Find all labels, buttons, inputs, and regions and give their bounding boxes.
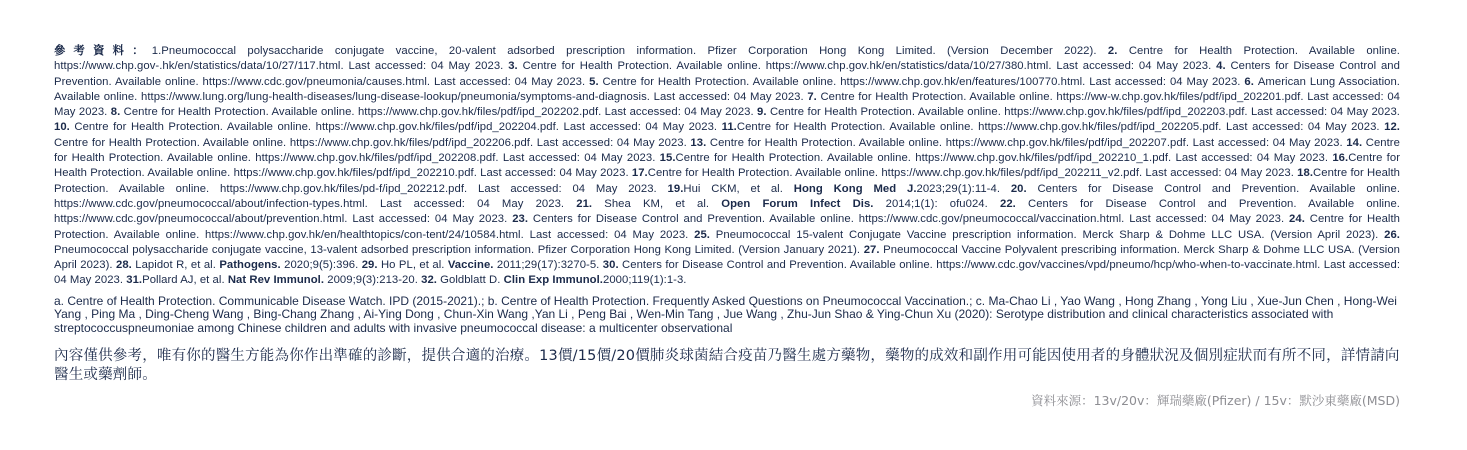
reference-emphasis: 24. — [1289, 213, 1310, 226]
references-body — [54, 45, 1400, 286]
reference-emphasis: 31. — [126, 274, 143, 287]
reference-emphasis: 16. — [1332, 152, 1349, 165]
reference-emphasis: 12. — [1384, 121, 1400, 134]
reference-text: Centers for Disease Control and Prevention. Available online. https://www.cdc.gov/vaccines/vpd/pneumo/hcp/who-when-to-vaccinate.html. Last accessed: 04 May 2023. — [54, 259, 1401, 287]
reference-text: Centre for Health Protection. Available online. https://www.chp.gov.hk/files/pd-f/ipd_202212.pdf. Last accessed: 04 May 2023. — [54, 167, 1401, 195]
disclaimer-text: 內容僅供參考，唯有你的醫生方能為你作出準確的診斷，提供合適的治療。13價/15價/20價肺炎球菌結合疫苗乃醫生處方藥物，藥物的成效和副作用可能因使用者的身體狀況及個別症狀而有所不同，詳情請向醫生或藥劑師。 — [54, 348, 1400, 384]
reference-text: Centre for Health Protection. Available online. https://www.chp.gov.hk/files/pdf/ipd_202208.pdf. Last accessed: 04 May 2023. — [54, 136, 1400, 165]
references-section — [54, 44, 1400, 409]
reference-text: Centers for Disease Control and Prevention. Available online. https://www.cdc.gov/pneumonia/causes.html. Last accessed: 04 May 2023. — [54, 60, 1400, 88]
reference-text: Centre for Health Protection. Available online. https://www.chp.gov.hk/files/pdf/ipd_202202.pdf. Last accessed: 04 May 2023. — [123, 106, 758, 119]
reference-text: Centers for Disease Control and Prevention. Available online. https://www.cdc.gov/pneumococcal/vaccination.html. Last accessed: 04 May 2023. — [532, 213, 1290, 226]
reference-emphasis: 8. — [110, 106, 124, 119]
reference-text: 2023;29(1):11-4. — [916, 182, 1011, 195]
reference-emphasis: 17. — [631, 167, 648, 180]
reference-text: Ho PL, et al. — [380, 259, 448, 272]
reference-text: Centre for Health Protection. Available online. https://www.chp.gov.hk/files/pdf/ipd_202206.pdf. Last accessed: 04 May 2023. — [54, 136, 691, 149]
reference-text: Centre for Health Protection. Available online. https://ww-w.chp.gov.hk/files/pdf/ipd_202201.pdf. Last accessed: 04 May 2023. — [54, 90, 1400, 119]
footnotes-text: a. Centre of Health Protection. Communicable Disease Watch. IPD (2015-2021).; b. Centre of Health Protection. Frequently Asked Questions on Pneumococcal Vaccination.; c. Ma-Chao Li , Yao Wang , Hong Zhang , Yong Liu , Xue-Jun Chen , Hong-Wei Yang , Ping Ma , Ding-Cheng Wang , Bing-Chang Zhang , Ai-Ying Dong , Chun-Xin Wang ,Yan Li , Peng Bai , Wen-Min Tang , Jue Wang , Zhu-Jun Shao & Ying-Chun Xu (2020): Serotype distribution and clinical characteristics associated with streptococcuspneumoniae among Chinese children and adults with invasive pneumococcal disease: a multicenter observational — [54, 293, 1397, 335]
reference-text: Centre for Health Protection. Available online. https://www.chp.gov.hk/files/pdf/ipd_202204.pdf. Last accessed: 04 May 2023. — [74, 121, 722, 134]
reference-emphasis: Nat Rev Immunol. — [227, 274, 325, 287]
reference-text: American Lung Association. Available online. https://www.lung.org/lung-health-diseases/lung-disease-lookup/pneumonia/symptoms-and-diagnosis. Last accessed: 04 May 2023. — [54, 75, 1400, 103]
reference-emphasis: 22. — [999, 197, 1028, 210]
reference-emphasis: 7. — [807, 90, 821, 103]
reference-emphasis: 9. — [757, 106, 770, 119]
reference-emphasis: 18. — [1297, 167, 1314, 180]
reference-text: Goldblatt D. — [440, 274, 504, 287]
reference-text: Pneumococcal 15-valent Conjugate Vaccine prescription information. Merck Sharp & Dohme LLC USA. (Version April 2023). — [715, 228, 1385, 241]
reference-emphasis: 5. — [589, 75, 603, 88]
reference-text: Centre for Health Protection. Available online. https://www.chp.gov.hk/en/features/100770.html. Last accessed: 04 May 2023. — [602, 75, 1245, 88]
reference-emphasis: Vaccine. — [447, 259, 494, 272]
reference-text: Centers for Disease Control and Prevention. Available online. https://www.cdc.gov/pneumococcal/about/prevention.html. Last accessed: 04 May 2023. — [54, 197, 1400, 226]
reference-emphasis: 29. — [361, 259, 381, 272]
reference-text: 2014;1(1): ofu024. — [873, 197, 1000, 210]
reference-emphasis: 3. — [508, 60, 523, 73]
reference-text: Centre for Health Protection. Available online. https://www.chp.gov.hk/files/pdf/ipd_202210_1.pdf. Last accessed: 04 May 2023. — [675, 152, 1333, 165]
reference-text: Centers for Disease Control and Prevention. Available online. https://www.cdc.gov/pneumococcal/about/infection-types.html. Last accessed: 04 May 2023. — [54, 182, 1401, 210]
reference-emphasis: 23. — [512, 213, 533, 226]
reference-emphasis: Open Forum Infect Dis. — [721, 197, 874, 210]
reference-text: Hui CKM, et al. — [683, 182, 794, 195]
source-attribution: 資料來源：13v/20v：輝瑞藥廠(Pfizer) / 15v：默沙東藥廠(MSD) — [1031, 393, 1400, 409]
reference-text: 2000;119(1):1-3. — [603, 274, 687, 287]
reference-emphasis: Pathogens. — [219, 259, 281, 272]
reference-emphasis: Hong Kong Med J. — [793, 182, 917, 195]
reference-emphasis: 11. — [721, 121, 737, 134]
reference-text: Centre for Health Protection. Available online. https://www.chp.gov.hk/files/pdf/ipd_202211_v2.pdf. Last accessed: 04 May 2023. — [647, 167, 1298, 180]
reference-text: Pneumococcal polysaccharide conjugate vaccine, 13-valent adsorbed prescription information. Pfizer Corporation Hong Kong Limited. (Version January 2021). — [54, 243, 864, 256]
reference-text: Centre for Health Protection. Available online. https://www.chp.gov.hk/files/pdf/ipd_202203.pdf. Last accessed: 04 May 2023. — [769, 106, 1400, 119]
reference-text: Pollard AJ, et al. — [142, 274, 228, 287]
reference-emphasis: 4. — [1216, 60, 1231, 73]
references-text — [54, 44, 1400, 289]
reference-emphasis: 14. — [1346, 136, 1366, 149]
references-label: 參考資料： — [54, 45, 152, 57]
reference-text: Lapidot R, et al. — [135, 259, 220, 272]
reference-emphasis: 2. — [1107, 45, 1129, 57]
reference-emphasis: 32. — [421, 274, 441, 287]
reference-text: 2009;9(3):213-20. — [324, 274, 422, 287]
reference-text: Shea KM, et al. — [604, 197, 722, 210]
reference-text: 1.Pneumococcal polysaccharide conjugate vaccine, 20-valent adsorbed prescription information. Pfizer Corporation Hong Kong Limited. (Version December 2022). — [151, 45, 1108, 57]
reference-emphasis: Clin Exp Immunol. — [503, 274, 603, 287]
reference-emphasis: 20. — [1010, 182, 1038, 195]
reference-emphasis: 15. — [659, 152, 676, 165]
reference-emphasis: 25. — [694, 228, 716, 241]
reference-emphasis: 28. — [116, 259, 136, 272]
reference-emphasis: 10. — [54, 121, 75, 134]
reference-text: Centre for Health Protection. Available online. https://www.chp.gov.hk/files/pdf/ipd_202207.pdf. Last accessed: 04 May 2023. — [709, 136, 1347, 149]
reference-text: 2011;29(17):3270-5. — [493, 259, 603, 272]
reference-text: Centre for Health Protection. Available online. https://www.chp.gov.hk/en/healthtopics/con-tent/24/10584.html. Last accessed: 04 May 2023. — [54, 213, 1400, 241]
reference-emphasis: 13. — [690, 136, 710, 149]
reference-text: Pneumococcal Vaccine Polyvalent prescribing information. Merck Sharp & Dohme LLC USA. (Version April 2023). — [54, 243, 1401, 272]
reference-emphasis: 19. — [667, 182, 684, 195]
reference-text: Centre for Health Protection. Available online. https://www.chp.gov.hk/files/pdf/ipd_202205.pdf. Last accessed: 04 May 2023. — [736, 121, 1385, 134]
reference-text: 2020;9(5):396. — [280, 259, 362, 272]
reference-emphasis: 6. — [1244, 75, 1258, 88]
reference-emphasis: 27. — [863, 243, 884, 256]
reference-emphasis: 30. — [602, 259, 623, 272]
reference-text: Centre for Health Protection. Available online. https://www.chp.gov.hk/files/pdf/ipd_202210.pdf. Last accessed: 04 May 2023. — [54, 152, 1401, 180]
reference-text: Centre for Health Protection. Available online. https://www.chp.gov-.hk/en/statistics/data/10/27/117.html. Last accessed: 04 May 2023. — [54, 45, 1400, 73]
reference-emphasis: 26. — [1384, 228, 1400, 241]
reference-emphasis: 21. — [576, 197, 605, 210]
reference-text: Centre for Health Protection. Available online. https://www.chp.gov.hk/en/statistics/data/10/27/380.html. Last accessed: 04 May 2023. — [522, 60, 1217, 73]
